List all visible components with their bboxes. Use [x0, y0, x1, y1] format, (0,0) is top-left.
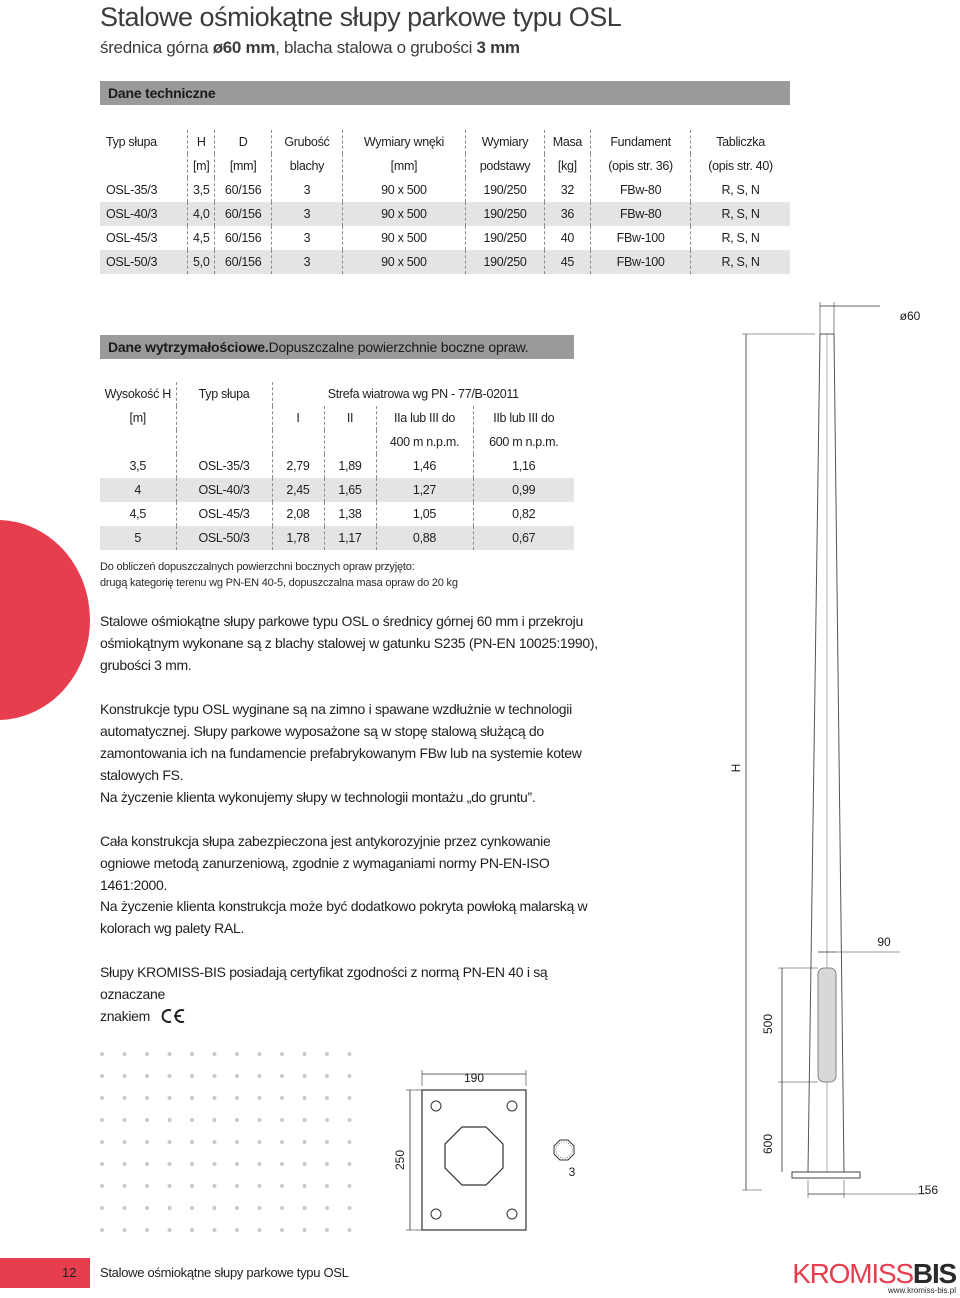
- decorative-dot: [168, 1206, 172, 1210]
- decorative-dot: [213, 1140, 217, 1144]
- strength-data-cell: 1,38: [324, 502, 376, 526]
- decorative-dot: [213, 1074, 217, 1078]
- decorative-dot: [280, 1228, 284, 1232]
- tech-header-cell: Tabliczka: [691, 130, 790, 154]
- decorative-dot: [190, 1184, 194, 1188]
- paragraph-painting: [100, 895, 600, 939]
- decorative-dot: [348, 1096, 352, 1100]
- strength-header-zone-iia: IIa lub III do: [376, 406, 473, 430]
- decorative-dot: [100, 1074, 104, 1078]
- tech-data-cell: OSL-40/3: [100, 202, 188, 226]
- decorative-dot: [213, 1184, 217, 1188]
- decorative-dot: [190, 1228, 194, 1232]
- tech-data-cell: 3: [272, 250, 342, 274]
- decorative-dot: [100, 1096, 104, 1100]
- decorative-dot: [213, 1206, 217, 1210]
- strength-data-row: [100, 454, 574, 478]
- decorative-dot: [235, 1206, 239, 1210]
- door-bottom-label: 600: [761, 1133, 775, 1155]
- decorative-dot: [258, 1228, 262, 1232]
- tech-header-row: [100, 130, 790, 154]
- decorative-dot: [100, 1052, 104, 1056]
- decorative-dot: [123, 1228, 127, 1232]
- decorative-dot: [235, 1052, 239, 1056]
- tech-header-cell: podstawy: [466, 154, 544, 178]
- decorative-dot: [280, 1140, 284, 1144]
- paragraph-certificate: [100, 961, 600, 1027]
- tech-data-cell: 190/250: [466, 178, 544, 202]
- strength-data-cell: 0,67: [473, 526, 574, 550]
- strength-data-cell: 4,5: [129, 507, 146, 521]
- strength-header-zone-i: I: [272, 406, 324, 430]
- tech-data-row: [100, 178, 790, 202]
- tech-header-cell: (opis str. 36): [591, 154, 691, 178]
- decorative-dot: [213, 1118, 217, 1122]
- tech-data-cell: 3: [272, 202, 342, 226]
- strength-data-cell: OSL-35/3: [176, 454, 272, 478]
- tech-data-cell: 3: [272, 226, 342, 250]
- strength-header-zone: Strefa wiatrowa wg PN - 77/B-02011: [272, 382, 574, 406]
- decorative-dot: [100, 1140, 104, 1144]
- strength-data-cell: 1,46: [376, 454, 473, 478]
- tech-header-cell: [100, 154, 188, 178]
- decorative-dot: [168, 1074, 172, 1078]
- decorative-dot: [213, 1052, 217, 1056]
- decorative-dot: [235, 1228, 239, 1232]
- strength-table: [100, 382, 574, 550]
- decorative-dot: [280, 1052, 284, 1056]
- strength-data-cell: 1,27: [376, 478, 473, 502]
- decorative-dot: [100, 1206, 104, 1210]
- decorative-dot-grid: [96, 1048, 376, 1238]
- tech-data-cell: R, S, N: [691, 178, 790, 202]
- strength-data-cell: 3,5: [129, 459, 146, 473]
- decorative-dot: [325, 1206, 329, 1210]
- decorative-dot: [190, 1140, 194, 1144]
- tech-data-cell: 90 x 500: [342, 226, 466, 250]
- paragraph-material: [100, 610, 600, 676]
- logo-kromiss: KROMISS: [792, 1258, 913, 1289]
- decorative-dot: [168, 1162, 172, 1166]
- decorative-dot: [145, 1052, 149, 1056]
- base-diameter-label: 156: [917, 1183, 939, 1197]
- decorative-dot: [235, 1118, 239, 1122]
- pole-drawing: [700, 300, 950, 1210]
- tech-header-cell: D: [215, 130, 272, 154]
- tech-header-cell: blachy: [272, 154, 342, 178]
- tech-data-cell: FBw-80: [591, 178, 691, 202]
- decorative-dot: [303, 1228, 307, 1232]
- strength-data-cell: 2,79: [272, 454, 324, 478]
- strength-header-empty: [176, 430, 272, 454]
- decorative-dot: [100, 1118, 104, 1122]
- decorative-dot: [123, 1096, 127, 1100]
- decorative-dot: [213, 1228, 217, 1232]
- tech-data-cell: 90 x 500: [342, 202, 466, 226]
- tech-data-cell: 36: [544, 202, 590, 226]
- paragraph-painting-text: Na życzenie klienta konstrukcja może być dodatkowo pokryta powłoką malarską w kolorach wg palety RAL.: [100, 898, 588, 936]
- decorative-dot: [348, 1140, 352, 1144]
- decorative-dot: [145, 1096, 149, 1100]
- decorative-dot: [280, 1206, 284, 1210]
- tech-data-cell: 190/250: [466, 226, 544, 250]
- strength-header-zone-iib: IIb lub III do: [473, 406, 574, 430]
- strength-data-cell: OSL-40/3: [176, 478, 272, 502]
- decorative-red-arc: [0, 520, 90, 720]
- tech-data-row: [100, 250, 790, 274]
- tech-header-cell: Fundament: [591, 130, 691, 154]
- paragraph-galvanizing-text: Cała konstrukcja słupa zabezpieczona jest antykorozyjnie przez cynkowanie ogniowe metodą zanurzeniową, zgodnie z wymaganiami normy PN-EN-ISO 1461:2000.: [100, 833, 551, 893]
- height-label: H: [729, 763, 743, 773]
- plate-width-label: 190: [463, 1071, 485, 1085]
- ce-mark-icon: [160, 1008, 186, 1024]
- tech-header-cell: Wymiary wnęki: [342, 130, 466, 154]
- decorative-dot: [303, 1118, 307, 1122]
- decorative-dot: [100, 1184, 104, 1188]
- strength-header-zone-iia-altitude: 400 m n.p.m.: [376, 430, 473, 454]
- tech-data-cell: 45: [544, 250, 590, 274]
- tech-data-cell: 3: [272, 178, 342, 202]
- decorative-dot: [190, 1118, 194, 1122]
- tech-header-cell: Grubość: [272, 130, 342, 154]
- footer-page-tab: [0, 1258, 90, 1288]
- tech-data-cell: 4,0: [188, 202, 215, 226]
- decorative-dot: [280, 1162, 284, 1166]
- tech-header-cell: Masa: [544, 130, 590, 154]
- tech-data-cell: R, S, N: [691, 202, 790, 226]
- decorative-dot: [303, 1096, 307, 1100]
- strength-data-cell: 0,82: [473, 502, 574, 526]
- tech-header-cell: Typ słupa: [106, 135, 157, 149]
- strength-data-cell: OSL-50/3: [176, 526, 272, 550]
- strength-section-title: [100, 335, 574, 359]
- tech-data-cell: 60/156: [215, 202, 272, 226]
- strength-data-cell: 1,65: [324, 478, 376, 502]
- decorative-dot: [303, 1052, 307, 1056]
- strength-data-row: [100, 526, 574, 550]
- tech-header-cell: [mm]: [342, 154, 466, 178]
- decorative-dot: [325, 1162, 329, 1166]
- strength-note-line-2: drugą kategorię terenu wg PN-EN 40-5, dopuszczalna masa opraw do 20 kg: [100, 577, 458, 589]
- decorative-dot: [258, 1096, 262, 1100]
- strength-header-type: Typ słupa: [176, 382, 272, 406]
- tech-data-cell: 60/156: [215, 250, 272, 274]
- decorative-dot: [280, 1096, 284, 1100]
- paragraph-certificate-text: Słupy KROMISS-BIS posiadają certyfikat zgodności z normą PN-EN 40 i są oznaczane: [100, 964, 548, 1002]
- paragraph-material-text: Stalowe ośmiokątne słupy parkowe typu OSL o średnicy górnej 60 mm i przekroju ośmiokątnym wykonane są z blachy stalowej w gatunku S235 (PN-EN 10025:1990), grubości 3 mm.: [100, 613, 598, 673]
- page-title: Stalowe ośmiokątne słupy parkowe typu OSL: [100, 2, 622, 32]
- decorative-dot: [123, 1206, 127, 1210]
- strength-data-cell: 1,16: [473, 454, 574, 478]
- decorative-dot: [303, 1162, 307, 1166]
- tech-header-cell: [mm]: [215, 154, 272, 178]
- decorative-dot: [168, 1052, 172, 1056]
- logo-bis: BIS: [912, 1258, 956, 1289]
- strength-data-row: [100, 502, 574, 526]
- tech-header-cell: [m]: [188, 154, 215, 178]
- decorative-dot: [280, 1118, 284, 1122]
- strength-data-cell: 5: [100, 526, 176, 550]
- tech-data-cell: OSL-50/3: [100, 250, 188, 274]
- tech-header-cell: [kg]: [544, 154, 590, 178]
- strength-data-cell: 0,99: [473, 478, 574, 502]
- decorative-dot: [258, 1118, 262, 1122]
- decorative-dot: [348, 1162, 352, 1166]
- strength-data-cell: 1,89: [324, 454, 376, 478]
- paragraph-construction: [100, 698, 600, 808]
- decorative-dot: [123, 1052, 127, 1056]
- decorative-dot: [213, 1162, 217, 1166]
- tech-data-cell: FBw-80: [591, 202, 691, 226]
- tech-header-cell: H: [188, 130, 215, 154]
- plate-height-label: 250: [393, 1149, 407, 1171]
- decorative-dot: [168, 1140, 172, 1144]
- paragraph-ground-mount-text: Na życzenie klienta wykonujemy słupy w technologii montażu „do gruntu”.: [100, 789, 536, 805]
- decorative-dot: [235, 1140, 239, 1144]
- decorative-dot: [258, 1162, 262, 1166]
- tech-data-cell: 190/250: [466, 202, 544, 226]
- tech-data-cell: 90 x 500: [342, 178, 466, 202]
- decorative-dot: [348, 1184, 352, 1188]
- strength-header-row: [100, 406, 574, 430]
- tech-section-title: Dane techniczne: [100, 81, 790, 105]
- strength-title-rest: Dopuszczalne powierzchnie boczne opraw.: [268, 339, 529, 355]
- decorative-dot: [123, 1140, 127, 1144]
- decorative-dot: [303, 1206, 307, 1210]
- decorative-dot: [280, 1074, 284, 1078]
- footer-url: www.kromiss-bis.pl: [887, 1286, 956, 1295]
- strength-header-empty: [100, 430, 176, 454]
- decorative-dot: [168, 1096, 172, 1100]
- tech-data-cell: R, S, N: [691, 226, 790, 250]
- decorative-dot: [348, 1074, 352, 1078]
- decorative-dot: [168, 1184, 172, 1188]
- strength-data-cell: 1,17: [324, 526, 376, 550]
- strength-header-row: [100, 430, 574, 454]
- paragraph-construction-text: Konstrukcje typu OSL wyginane są na zimno i spawane wzdłużnie w technologii automatycznej. Słupy parkowe wyposażone są w stopę stalową służącą do zamontowania ich na fundamencie prefabrykowanym FBw lub na systemie kotew stalowych FS.: [100, 701, 582, 783]
- decorative-dot: [348, 1206, 352, 1210]
- strength-data-row: [100, 478, 574, 502]
- decorative-dot: [145, 1162, 149, 1166]
- decorative-dot: [348, 1228, 352, 1232]
- strength-data-cell: 1,78: [272, 526, 324, 550]
- base-plate-drawing: [392, 1060, 592, 1240]
- tech-table: [100, 130, 790, 274]
- decorative-dot: [123, 1184, 127, 1188]
- page-number: 12: [62, 1265, 77, 1280]
- subtitle-prefix: średnica górna: [100, 38, 213, 57]
- decorative-dot: [258, 1184, 262, 1188]
- decorative-dot: [190, 1074, 194, 1078]
- tech-data-cell: OSL-35/3: [106, 183, 158, 197]
- decorative-dot: [348, 1118, 352, 1122]
- tech-header-cell: Wymiary: [466, 130, 544, 154]
- strength-header-zone-ii: II: [324, 406, 376, 430]
- wall-thickness-label: 3: [568, 1165, 576, 1179]
- decorative-dot: [303, 1074, 307, 1078]
- decorative-dot: [145, 1228, 149, 1232]
- tech-header-row: [100, 154, 790, 178]
- door-height-label: 500: [761, 1013, 775, 1035]
- decorative-dot: [325, 1140, 329, 1144]
- top-diameter-label: ø60: [899, 309, 921, 323]
- tech-data-cell: 32: [544, 178, 590, 202]
- strength-header-empty: [272, 430, 324, 454]
- tech-data-row: [100, 226, 790, 250]
- subtitle-middle: , blacha stalowa o grubości: [275, 38, 477, 57]
- decorative-dot: [190, 1162, 194, 1166]
- decorative-dot: [235, 1184, 239, 1188]
- decorative-dot: [258, 1140, 262, 1144]
- strength-note-line-1: Do obliczeń dopuszczalnych powierzchni bocznych opraw przyjęto:: [100, 561, 415, 573]
- strength-data-cell: 1,05: [376, 502, 473, 526]
- strength-title-bold: Dane wytrzymałościowe.: [108, 339, 269, 355]
- strength-header-row: [100, 382, 574, 406]
- tech-data-cell: 40: [544, 226, 590, 250]
- decorative-dot: [303, 1184, 307, 1188]
- tech-data-cell: 5,0: [188, 250, 215, 274]
- decorative-dot: [145, 1184, 149, 1188]
- footer-text: Stalowe ośmiokątne słupy parkowe typu OSL: [100, 1265, 349, 1280]
- strength-header-height: Wysokość H: [104, 387, 171, 401]
- tech-header-cell: (opis str. 40): [691, 154, 790, 178]
- decorative-dot: [123, 1162, 127, 1166]
- tech-data-cell: OSL-45/3: [106, 231, 158, 245]
- decorative-dot: [145, 1074, 149, 1078]
- page-subtitle: [100, 38, 520, 58]
- decorative-dot: [123, 1118, 127, 1122]
- tech-data-cell: 3,5: [188, 178, 215, 202]
- paragraph-galvanizing: [100, 830, 600, 896]
- decorative-dot: [258, 1074, 262, 1078]
- decorative-dot: [168, 1228, 172, 1232]
- decorative-dot: [280, 1184, 284, 1188]
- decorative-dot: [100, 1162, 104, 1166]
- tech-data-row: [100, 202, 790, 226]
- decorative-dot: [325, 1228, 329, 1232]
- strength-header-zone-iib-altitude: 600 m n.p.m.: [473, 430, 574, 454]
- door-width-label: 90: [877, 935, 891, 949]
- strength-data-cell: 0,88: [376, 526, 473, 550]
- decorative-dot: [190, 1206, 194, 1210]
- strength-header-empty: [176, 406, 272, 430]
- decorative-dot: [168, 1118, 172, 1122]
- decorative-dot: [325, 1074, 329, 1078]
- strength-data-cell: 4: [100, 478, 176, 502]
- subtitle-thickness: 3 mm: [476, 38, 520, 57]
- strength-data-cell: 2,08: [272, 502, 324, 526]
- decorative-dot: [348, 1052, 352, 1056]
- decorative-dot: [145, 1206, 149, 1210]
- tech-data-cell: 4,5: [188, 226, 215, 250]
- decorative-dot: [123, 1074, 127, 1078]
- strength-header-empty: [324, 430, 376, 454]
- decorative-dot: [213, 1096, 217, 1100]
- decorative-dot: [325, 1184, 329, 1188]
- decorative-dot: [190, 1096, 194, 1100]
- decorative-dot: [235, 1074, 239, 1078]
- tech-data-cell: FBw-100: [591, 250, 691, 274]
- decorative-dot: [190, 1052, 194, 1056]
- decorative-dot: [100, 1228, 104, 1232]
- decorative-dot: [303, 1140, 307, 1144]
- decorative-dot: [325, 1118, 329, 1122]
- decorative-dot: [235, 1096, 239, 1100]
- decorative-dot: [145, 1140, 149, 1144]
- strength-data-cell: 2,45: [272, 478, 324, 502]
- decorative-dot: [235, 1162, 239, 1166]
- tech-data-cell: 60/156: [215, 226, 272, 250]
- tech-data-cell: 60/156: [215, 178, 272, 202]
- strength-header-unit: [m]: [129, 411, 146, 425]
- tech-data-cell: FBw-100: [591, 226, 691, 250]
- tech-data-cell: 190/250: [466, 250, 544, 274]
- tech-data-cell: 90 x 500: [342, 250, 466, 274]
- decorative-dot: [325, 1096, 329, 1100]
- decorative-dot: [258, 1206, 262, 1210]
- decorative-dot: [258, 1052, 262, 1056]
- tech-data-cell: R, S, N: [691, 250, 790, 274]
- subtitle-diameter: ø60 mm: [212, 38, 276, 57]
- decorative-dot: [145, 1118, 149, 1122]
- decorative-dot: [325, 1052, 329, 1056]
- strength-data-cell: OSL-45/3: [176, 502, 272, 526]
- paragraph-certificate-mark-text: znakiem: [100, 1008, 151, 1024]
